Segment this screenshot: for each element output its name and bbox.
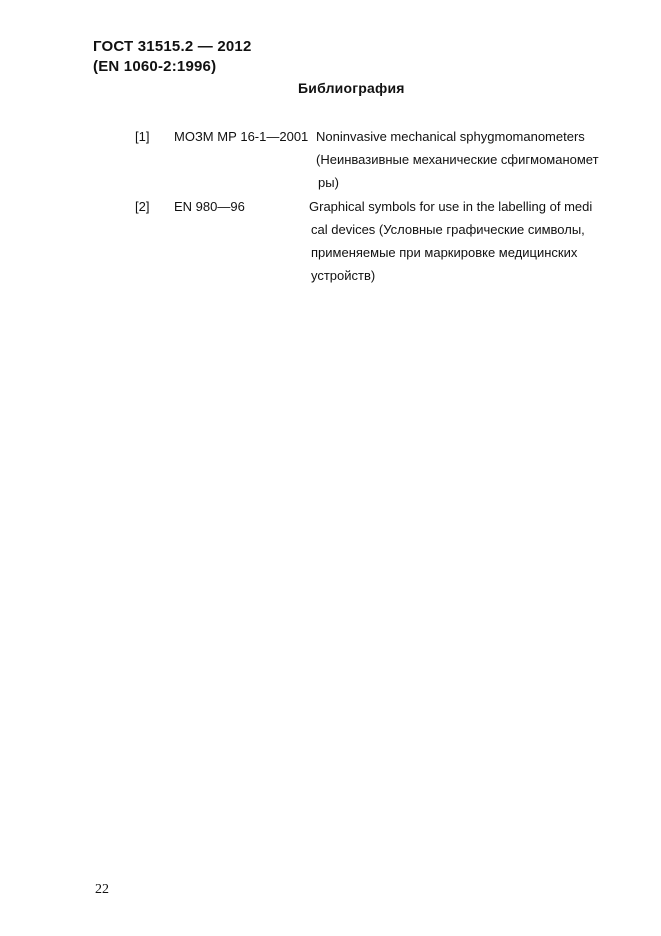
- entry-text-line: применяемые при маркировке медицинских: [311, 245, 578, 260]
- entry-text-line: (Неинвазивные механические сфигмоманомет: [316, 152, 599, 167]
- entry-number: [1]: [135, 129, 150, 144]
- entry-text-line: cal devices (Условные графические символы,: [311, 222, 585, 237]
- entry-code: EN 980—96: [174, 199, 245, 214]
- entry-code: МОЗМ МР 16-1—2001: [174, 129, 309, 144]
- entry-text-line: Graphical symbols for use in the labelling of medi: [309, 199, 593, 214]
- entry-text-line: устройств): [311, 268, 376, 283]
- standard-designation: ГОСТ 31515.2 — 2012: [93, 38, 252, 55]
- entry-text-line: Noninvasive mechanical sphygmomanometers: [316, 129, 585, 144]
- section-title: Библиография: [298, 80, 405, 96]
- document-header: [93, 37, 252, 77]
- entry-number: [2]: [135, 199, 150, 214]
- entry-text-line: ры): [318, 175, 339, 190]
- page-number: 22: [95, 882, 109, 897]
- equivalent-standard: (EN 1060-2:1996): [93, 58, 217, 75]
